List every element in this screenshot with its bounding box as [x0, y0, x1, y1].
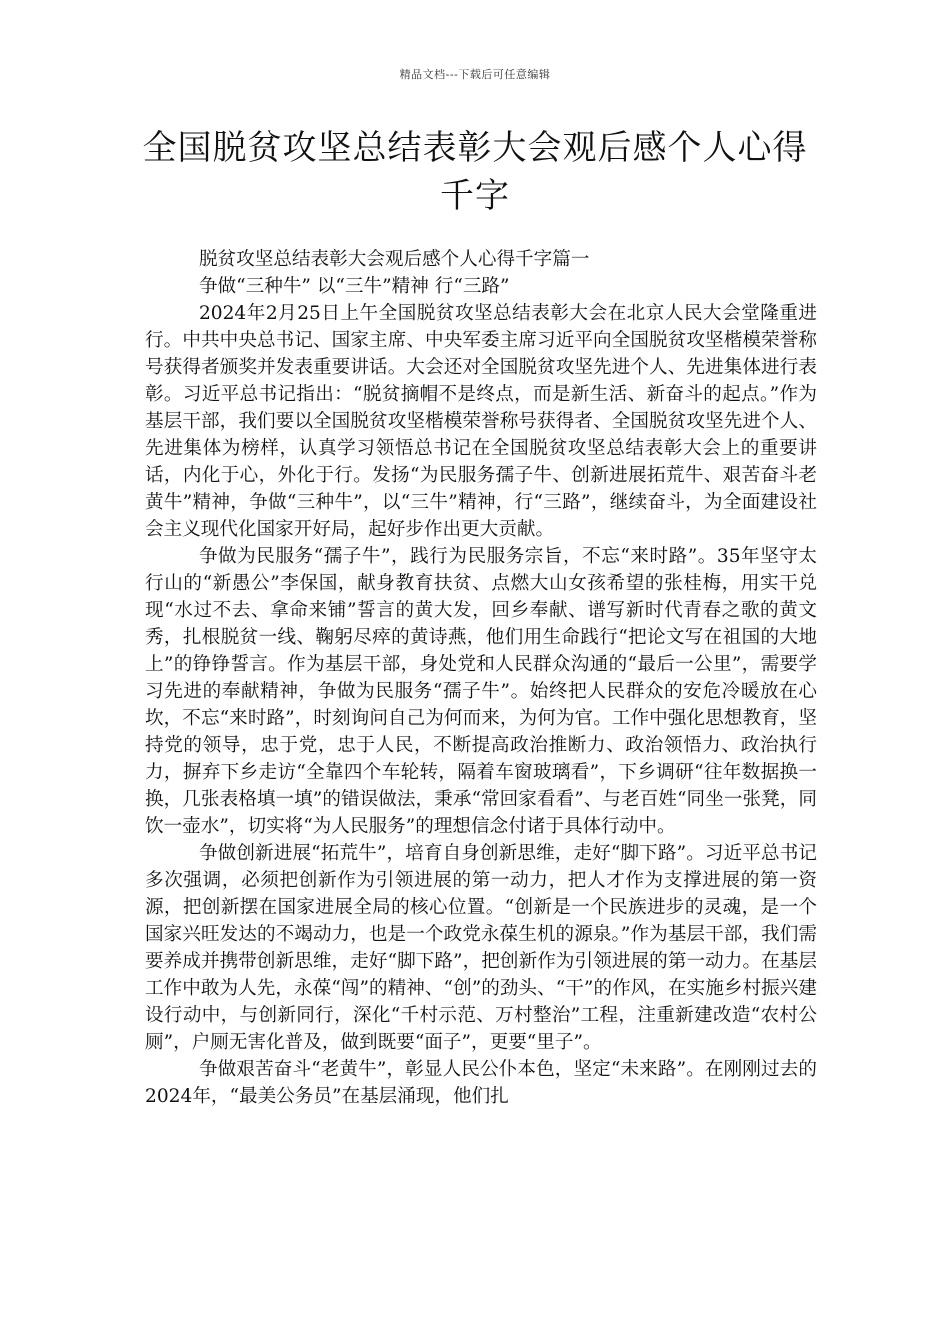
body-paragraph-innovation: 争做创新进展“拓荒牛”，培育自身创新思维，走好“脚下路”。习近平总书记多次强调，必须把创新作为引领进展的第一动力，把人才作为支撑进展的第一资源，把创新摆在国家进展全局的核心位置。“创新是一个民族进步的灵魂，是一个国家兴旺发达的不竭动力，也是一个政党永葆生机的源泉。”作为基层干部，我们需要养成并携带创新思维，走好“脚下路”，把创新作为引领进展的第一动力。在基层工作中敢为人先，永葆“闯”的精神、“创”的劲头、“干”的作风，在实施乡村振兴建设行动中，与创新同行，深化“千村示范、万村整治”工程，注重新建改造“农村公厕”，户厕无害化普及，做到既要“面子”，更要“里子”。: [145, 843, 817, 1053]
body-paragraph-intro: 2024年2月25日上午全国脱贫攻坚总结表彰大会在北京人民大会堂隆重进行。中共中央总书记、国家主席、中央军委主席习近平向全国脱贫攻坚楷模荣誉称号获得者颁奖并发表重要讲话。大会还对全国脱贫攻坚先进个人、先进集体进行表彰。习近平总书记指出：“脱贫摘帽不是终点，而是新生活、新奋斗的起点。”作为基层干部，我们要以全国脱贫攻坚楷模荣誉称号获得者、全国脱贫攻坚先进个人、先进集体为榜样，认真学习领悟总书记在全国脱贫攻坚总结表彰大会上的重要讲话，内化于心，外化于行。发扬“为民服务孺子牛、创新进展拓荒牛、艰苦奋斗老黄牛”精神，争做“三种牛”，以“三牛”精神，行“三路”，继续奋斗，为全面建设社会主义现代化国家开好局，起好步作出更大贡献。: [145, 303, 817, 540]
document-title: 全国脱贫攻坚总结表彰大会观后感个人心得千字: [142, 128, 808, 216]
section-heading: 脱贫攻坚总结表彰大会观后感个人心得千字篇一: [198, 249, 590, 270]
document-body: [145, 246, 817, 1110]
header-note: 精品文档---下载后可任意编辑: [399, 68, 551, 81]
body-paragraph-hardwork: 争做艰苦奋斗“老黄牛”，彰显人民公仆本色，坚定“未来路”。在刚刚过去的2024年，“最美公务员”在基层涌现，他们扎: [145, 1059, 817, 1107]
body-paragraph-service: 争做为民服务“孺子牛”，践行为民服务宗旨，不忘“来时路”。35年坚守太行山的“新愚公”李保国，献身教育扶贫、点燃大山女孩希望的张桂梅，用实干兑现“水过不去、拿命来铺”誓言的黄大发，回乡奉献、谱写新时代青春之歌的黄文秀，扎根脱贫一线、鞠躬尽瘁的黄诗燕，他们用生命践行“把论文写在祖国的大地上”的铮铮誓言。作为基层干部，身处党和人民群众沟通的“最后一公里”，需要学习先进的奉献精神，争做为民服务“孺子牛”。始终把人民群众的安危冷暖放在心坎，不忘“来时路”，时刻询问自己为何而来，为何为官。工作中强化思想教育，坚持党的领导，忠于党，忠于人民，不断提高政治推断力、政治领悟力、政治执行力，摒弃下乡走访“全靠四个车轮转，隔着车窗玻璃看”，下乡调研“往年数据换一换，几张表格填一填”的错误做法，秉承“常回家看看”、与老百姓“同坐一张凳，同饮一壶水”，切实将“为人民服务”的理想信念付诸于具体行动中。: [145, 546, 817, 837]
section-subheading: 争做“三种牛” 以“三牛”精神 行“三路”: [198, 276, 510, 297]
